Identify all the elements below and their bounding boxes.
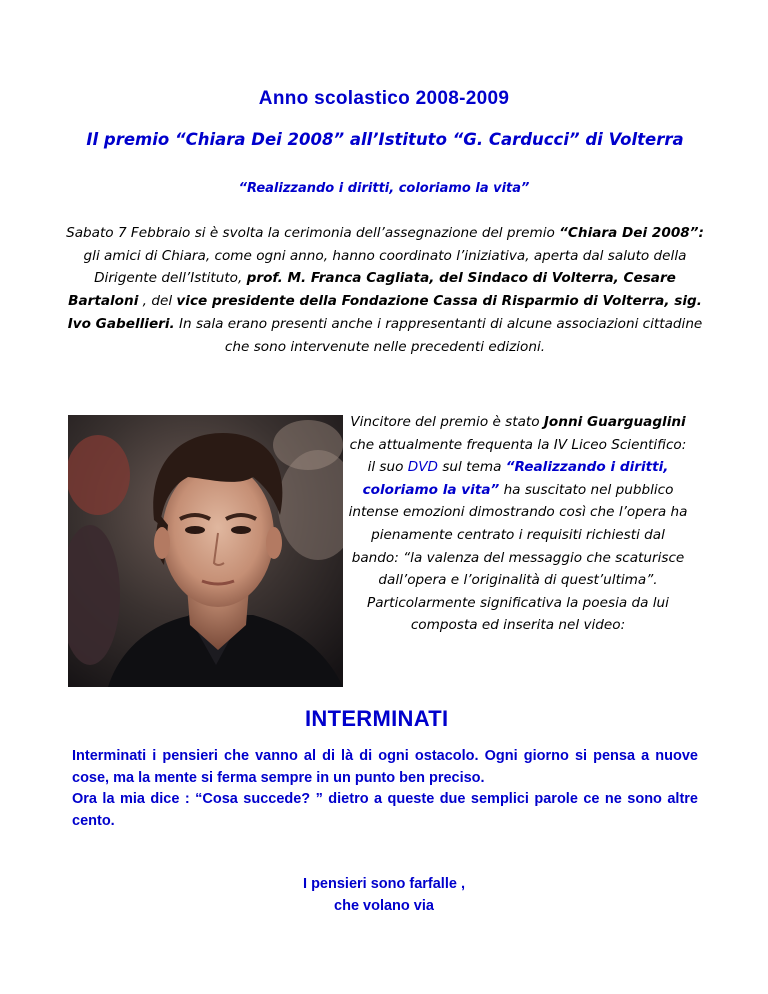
- poem-title: INTERMINATI: [305, 706, 449, 731]
- winner-text: ha suscitato nel pubblico intense emozioni dimostrando così che l’opera ha pienamente centrato i requisiti richiesti dal bando: “la valenza del messaggio che scaturisce dall’opera e l’originalità di quest’ultima”. Particolarmente significativa la poesia da lui composta ed inserita nel video:: [348, 481, 688, 634]
- intro-text: Sabato 7 Febbraio si è svolta la cerimonia dell’assegnazione del premio: [66, 225, 560, 241]
- prize-name: “Chiara Dei 2008”:: [559, 225, 704, 241]
- intro-text: gli amici di Chiara, come ogni anno, hanno coordinato l’iniziativa, aperta dal saluto della Dirigente dell’Istituto,: [83, 247, 687, 287]
- winner-text: Vincitore del premio è stato: [350, 414, 544, 430]
- officials-names: prof. M. Franca Cagliata, del Sindaco di Volterra, Cesare Bartaloni: [68, 270, 676, 310]
- poem-paragraph: Ora la mia dice : “Cosa succede? ” dietro a queste due semplici parole ce ne sono altre cento.: [72, 791, 698, 829]
- winner-photo: [68, 415, 343, 687]
- intro-text: In sala erano presenti anche i rappresentanti di alcune associazioni cittadine che sono intervenute nelle precedenti edizioni.: [174, 315, 703, 355]
- poem-verse-line: I pensieri sono farfalle ,: [303, 876, 465, 892]
- poem-prose: [72, 746, 698, 832]
- winner-name: Jonni Guarguaglini: [543, 414, 686, 430]
- dvd-theme: “Realizzando i diritti, coloriamo la vita”: [362, 459, 669, 498]
- dvd-label: DVD: [407, 459, 439, 476]
- winner-text: sul tema: [438, 459, 506, 476]
- school-year-heading: Anno scolastico 2008-2009: [258, 88, 510, 109]
- poem-verses: [0, 874, 768, 917]
- winner-text: che attualmente frequenta la IV Liceo Scientifico: il suo: [349, 436, 687, 476]
- article-title: Il premio “Chiara Dei 2008” all’Istituto “G. Carducci” di Volterra: [86, 130, 684, 149]
- vice-president-name: vice presidente della Fondazione Cassa di Risparmio di Volterra, sig. Ivo Gabellieri.: [67, 293, 702, 332]
- winner-paragraph: [348, 411, 688, 637]
- poem-verse-line: che volano via: [334, 897, 434, 914]
- motto-subtitle: “Realizzando i diritti, coloriamo la vita”: [238, 181, 530, 196]
- intro-text: , del: [138, 293, 177, 310]
- intro-paragraph: [62, 222, 708, 358]
- poem-paragraph: Interminati i pensieri che vanno al di là di ogni ostacolo. Ogni giorno si pensa a nuove cose, ma la mente si ferma sempre in un punto ben preciso.: [72, 748, 698, 786]
